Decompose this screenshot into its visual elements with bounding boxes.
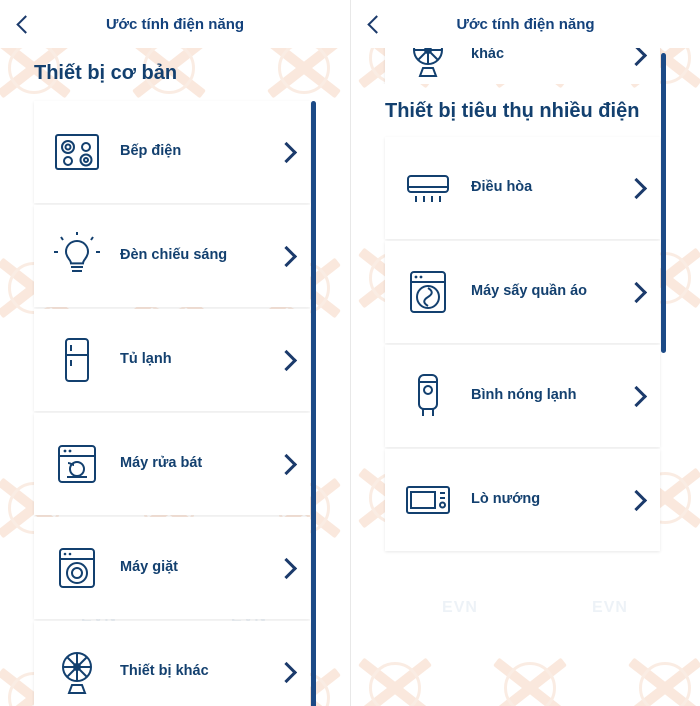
partial-list-top bbox=[351, 48, 700, 84]
list-item[interactable] bbox=[385, 241, 660, 343]
electric-stove-icon bbox=[34, 101, 120, 203]
right-header-title: Ước tính điện năng bbox=[456, 15, 595, 33]
list-item[interactable] bbox=[34, 621, 310, 706]
washing-machine-icon bbox=[34, 517, 120, 619]
chevron-right-icon[interactable] bbox=[616, 493, 660, 508]
water-heater-icon bbox=[385, 345, 471, 447]
list-item[interactable] bbox=[385, 137, 660, 239]
fan-icon bbox=[385, 48, 471, 84]
list-item-label: Bình nóng lạnh bbox=[471, 387, 577, 404]
high-consumption-device-list bbox=[351, 137, 700, 551]
oven-icon bbox=[385, 449, 471, 551]
air-conditioner-icon bbox=[385, 137, 471, 239]
scrollbar-left[interactable] bbox=[311, 101, 316, 706]
list-item[interactable] bbox=[34, 413, 310, 515]
list-item-label: Tủ lạnh bbox=[120, 351, 172, 368]
chevron-right-icon[interactable] bbox=[616, 285, 660, 300]
light-bulb-icon bbox=[34, 205, 120, 307]
chevron-right-icon[interactable] bbox=[266, 561, 310, 576]
watermark-text: EVN bbox=[592, 599, 628, 616]
left-header-title: Ước tính điện năng bbox=[105, 15, 245, 33]
list-item-label: Đèn chiếu sáng bbox=[120, 247, 228, 264]
list-item[interactable] bbox=[385, 48, 660, 84]
scrollbar-right[interactable] bbox=[661, 53, 666, 353]
right-section-title: Thiết bị tiêu thụ nhiều điện bbox=[385, 100, 640, 122]
list-item-label: Thiết bị khác bbox=[120, 663, 209, 680]
list-item-label: Lò nướng bbox=[471, 491, 541, 508]
chevron-right-icon[interactable] bbox=[616, 389, 660, 404]
list-item-label: Máy giặt bbox=[120, 559, 179, 576]
list-item-label: Bếp điện bbox=[120, 143, 182, 160]
list-item-label: Máy rửa bát bbox=[120, 455, 203, 472]
refrigerator-icon bbox=[34, 309, 120, 411]
back-button-left[interactable] bbox=[0, 1, 46, 47]
chevron-left-icon bbox=[16, 15, 34, 33]
chevron-right-icon[interactable] bbox=[616, 48, 660, 63]
list-item[interactable] bbox=[385, 449, 660, 551]
chevron-right-icon[interactable] bbox=[616, 181, 660, 196]
list-item-label: Điều hòa bbox=[471, 179, 533, 196]
list-item[interactable] bbox=[385, 345, 660, 447]
left-content bbox=[0, 48, 350, 706]
right-screen bbox=[350, 0, 700, 706]
list-item[interactable] bbox=[34, 517, 310, 619]
basic-device-list bbox=[0, 101, 350, 706]
list-item[interactable] bbox=[34, 101, 310, 203]
left-header bbox=[0, 0, 350, 48]
chevron-right-icon[interactable] bbox=[266, 457, 310, 472]
back-button-right[interactable] bbox=[351, 1, 397, 47]
fan-icon bbox=[34, 621, 120, 706]
left-section-title: Thiết bị cơ bản bbox=[34, 62, 178, 84]
list-item-label: khác bbox=[471, 48, 505, 63]
list-item-label: Máy sấy quần áo bbox=[471, 283, 588, 300]
list-item[interactable] bbox=[34, 205, 310, 307]
list-item[interactable] bbox=[34, 309, 310, 411]
chevron-right-icon[interactable] bbox=[266, 249, 310, 264]
chevron-left-icon bbox=[367, 15, 385, 33]
chevron-right-icon[interactable] bbox=[266, 145, 310, 160]
watermark-text: EVN bbox=[442, 599, 478, 616]
dishwasher-icon bbox=[34, 413, 120, 515]
chevron-right-icon[interactable] bbox=[266, 353, 310, 368]
clothes-dryer-icon bbox=[385, 241, 471, 343]
right-header bbox=[351, 0, 700, 48]
right-content bbox=[351, 48, 700, 706]
chevron-right-icon[interactable] bbox=[266, 665, 310, 680]
